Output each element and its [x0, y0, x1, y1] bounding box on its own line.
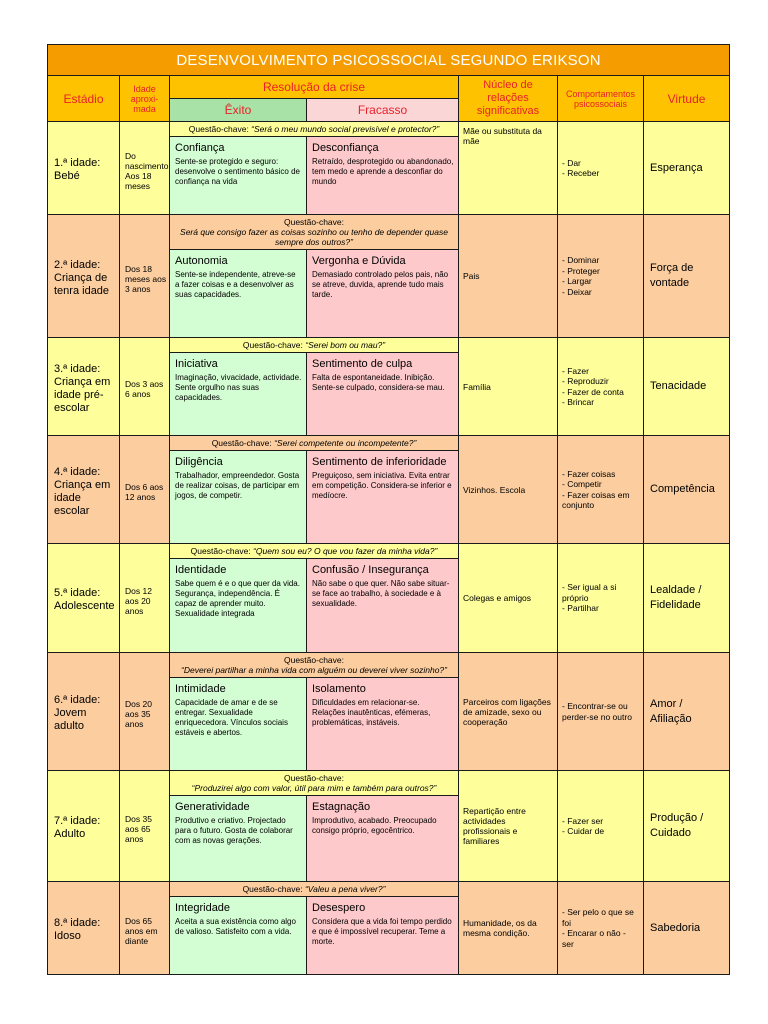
fracasso-cell: [307, 353, 459, 436]
fracasso-cell: [307, 897, 459, 975]
key-question: [170, 215, 459, 250]
exito-title: Integridade: [175, 902, 231, 914]
exito-cell: [170, 353, 307, 436]
exito-description: Sente-se independente, atreve-se a fazer coisas e a desenvolver as suas capacidades.: [175, 270, 296, 299]
comportamento-item: - Fazer: [562, 365, 589, 376]
nucleo-relacoes: Pais: [459, 215, 558, 338]
key-question-text: “Valeu a pena viver?”: [304, 884, 386, 894]
exito-cell: [170, 796, 307, 882]
virtude: Amor / Afiliação: [644, 653, 730, 771]
fracasso-cell: [307, 796, 459, 882]
exito-title: Confiança: [175, 142, 225, 154]
stage-name: 3.ª idade: Criança em idade pré-escolar: [48, 338, 120, 436]
key-question-text: Será que consigo fazer as coisas sozinho ou tenho de depender quase sempre dos outros?”: [180, 227, 448, 247]
header-estadio: Estádio: [48, 76, 120, 122]
exito-cell: [170, 897, 307, 975]
fracasso-title: Vergonha e Dúvida: [312, 255, 406, 267]
comportamentos-list: [558, 436, 644, 544]
fracasso-title: Sentimento de inferioridade: [312, 456, 447, 468]
key-question-label: Questão-chave:: [283, 773, 344, 783]
key-question-label: Questão-chave:: [283, 217, 344, 227]
key-question-text: “Deverei partilhar a minha vida com alguém ou deverei viver sozinho?”: [181, 665, 447, 675]
fracasso-cell: [307, 250, 459, 338]
fracasso-description: Dificuldades em relacionar-se. Relações inautênticas, efémeras, problemáticas, instáveis.: [312, 698, 431, 727]
nucleo-relacoes: Repartição entre actividades profissionais e familiares: [459, 771, 558, 882]
fracasso-description: Considera que a vida foi tempo perdido e que é impossível recuperar. Teme a morte.: [312, 917, 452, 946]
comportamento-item: - Deixar: [562, 286, 592, 297]
table-row: [48, 338, 730, 353]
nucleo-relacoes: Colegas e amigos: [459, 544, 558, 653]
virtude: Esperança: [644, 122, 730, 215]
table-row: [48, 215, 730, 250]
key-question: [170, 653, 459, 678]
exito-title: Intimidade: [175, 683, 226, 695]
key-question-text: “Serei bom ou mau?”: [305, 340, 386, 350]
exito-description: Sente-se protegido e seguro: desenvolve o sentimento básico de confiança na vida: [175, 157, 300, 186]
key-question-text: “Produzirei algo com valor, útil para mim e também para outros?”: [191, 783, 437, 793]
table-row: [48, 122, 730, 137]
virtude: Lealdade / Fidelidade: [644, 544, 730, 653]
table-title: DESENVOLVIMENTO PSICOSSOCIAL SEGUNDO ERIKSON: [48, 45, 730, 76]
exito-description: Capacidade de amar e de se entregar. Sexualidade enriquecedora. Vínculos sociais estáveis e abertos.: [175, 698, 288, 737]
exito-title: Iniciativa: [175, 358, 218, 370]
exito-cell: [170, 137, 307, 215]
stage-age: Dos 12 aos 20 anos: [120, 544, 170, 653]
table-row: [48, 436, 730, 451]
exito-title: Autonomia: [175, 255, 228, 267]
table-row: [48, 653, 730, 678]
comportamentos-list: [558, 771, 644, 882]
stage-name: 1.ª idade: Bebé: [48, 122, 120, 215]
comportamento-item: - Ser pelo o que se foi: [562, 907, 634, 928]
comportamentos-list: [558, 653, 644, 771]
comportamento-item: - Proteger: [562, 265, 600, 276]
header-idade: Idade aproxi-mada: [120, 76, 170, 122]
fracasso-title: Desespero: [312, 902, 366, 914]
stage-age: Dos 65 anos em diante: [120, 882, 170, 975]
key-question: [170, 882, 459, 897]
fracasso-cell: [307, 451, 459, 544]
header-exito: Êxito: [170, 99, 307, 122]
comportamento-item: - Competir: [562, 479, 602, 489]
table-row: [48, 771, 730, 796]
comportamentos-list: [558, 882, 644, 975]
comportamento-item: - Receber: [562, 168, 600, 178]
header-fracasso: Fracasso: [307, 99, 459, 122]
exito-description: Aceita a sua existência como algo de valioso. Satisfeito com a vida.: [175, 917, 296, 936]
exito-description: Produtivo e criativo. Projectado para o futuro. Gosta de colaborar com as novas gerações.: [175, 816, 293, 845]
fracasso-description: Demasiado controlado pelos pais, não se atreve, duvida, aprende tudo mais tarde.: [312, 270, 449, 299]
erikson-table: [47, 44, 730, 975]
stage-age: Dos 6 aos 12 anos: [120, 436, 170, 544]
virtude: Sabedoria: [644, 882, 730, 975]
key-question-text: “Quem sou eu? O que vou fazer da minha vida?”: [253, 546, 438, 556]
stage-name: 8.ª idade: Idoso: [48, 882, 120, 975]
comportamento-item: - Encontrar-se ou perder-se no outro: [562, 701, 632, 722]
comportamento-item: - Dominar: [562, 255, 600, 265]
stage-name: 7.ª idade: Adulto: [48, 771, 120, 882]
fracasso-description: Não sabe o que quer. Não sabe situar-se face ao trabalho, à sociedade e à sexualidade.: [312, 579, 450, 608]
comportamento-item: - Encarar o não - ser: [562, 928, 626, 949]
exito-cell: [170, 451, 307, 544]
key-question: [170, 122, 459, 137]
nucleo-relacoes: Família: [459, 338, 558, 436]
comportamento-item: - Ser igual a si próprio: [562, 582, 617, 603]
fracasso-description: Improdutivo, acabado. Preocupado consigo próprio, egocêntrico.: [312, 816, 437, 835]
exito-title: Generatividade: [175, 801, 250, 813]
stage-age: Dos 20 aos 35 anos: [120, 653, 170, 771]
exito-title: Diligência: [175, 456, 223, 468]
exito-description: Sabe quem é e o que quer da vida. Segurança, independência. É capaz de aprender muito. Sexualidade integrada: [175, 579, 300, 618]
fracasso-cell: [307, 137, 459, 215]
exito-description: Trabalhador, empreendedor. Gosta de realizar coisas, de participar em jogos, de competir.: [175, 471, 300, 500]
exito-description: Imaginação, vivacidade, actividade. Sente orgulho nas suas capacidades.: [175, 373, 302, 402]
comportamento-item: - Fazer de conta: [562, 386, 624, 397]
stage-age: Do nascimento Aos 18 meses: [120, 122, 170, 215]
key-question: [170, 771, 459, 796]
fracasso-title: Isolamento: [312, 683, 366, 695]
key-question-text: “Será o meu mundo social previsível e protector?”: [251, 124, 440, 134]
fracasso-description: Retraído, desprotegido ou abandonado, tem medo e aprende a desconfiar do mundo: [312, 157, 454, 186]
comportamento-item: - Dar: [562, 157, 581, 168]
comportamento-item: - Cuidar de: [562, 826, 605, 836]
key-question: [170, 544, 459, 559]
fracasso-title: Sentimento de culpa: [312, 358, 413, 370]
comportamentos-list: [558, 122, 644, 215]
header-comportamentos: Comportamentos psicossociais: [558, 76, 644, 122]
fracasso-cell: [307, 678, 459, 771]
key-question-label: Questão-chave:: [190, 546, 254, 556]
comportamento-item: - Reproduzir: [562, 376, 609, 386]
stage-name: 4.ª idade: Criança em idade escolar: [48, 436, 120, 544]
header-nucleo: Núcleo de relações significativas: [459, 76, 558, 122]
comportamentos-list: [558, 215, 644, 338]
comportamento-item: - Fazer ser: [562, 815, 604, 826]
key-question-label: Questão-chave:: [242, 340, 306, 350]
fracasso-title: Estagnação: [312, 801, 371, 813]
stage-name: 5.ª idade: Adolescente: [48, 544, 120, 653]
key-question-label: Questão-chave:: [211, 438, 275, 448]
nucleo-relacoes: Humanidade, os da mesma condição.: [459, 882, 558, 975]
header-virtude: Virtude: [644, 76, 730, 122]
stage-age: Dos 35 aos 65 anos: [120, 771, 170, 882]
fracasso-title: Confusão / Insegurança: [312, 564, 429, 576]
key-question-text: “Serei competente ou incompetente?”: [274, 438, 417, 448]
header-resolucao: Resolução da crise: [170, 76, 459, 99]
comportamento-item: - Fazer coisas em conjunto: [562, 489, 630, 510]
comportamento-item: - Brincar: [562, 397, 595, 407]
table-row: [48, 882, 730, 897]
exito-cell: [170, 559, 307, 653]
comportamento-item: - Largar: [562, 276, 592, 286]
virtude: Tenacidade: [644, 338, 730, 436]
key-question-label: Questão-chave:: [188, 124, 252, 134]
stage-name: 6.ª idade: Jovem adulto: [48, 653, 120, 771]
comportamento-item: - Fazer coisas: [562, 468, 616, 479]
key-question: [170, 436, 459, 451]
key-question-label: Questão-chave:: [283, 655, 344, 665]
comportamentos-list: [558, 338, 644, 436]
stage-name: 2.ª idade: Criança de tenra idade: [48, 215, 120, 338]
exito-cell: [170, 250, 307, 338]
fracasso-title: Desconfiança: [312, 142, 379, 154]
nucleo-relacoes: Mãe ou substituta da mãe: [459, 122, 558, 215]
virtude: Produção / Cuidado: [644, 771, 730, 882]
table-row: [48, 544, 730, 559]
fracasso-description: Falta de espontaneidade. Inibição. Sente-se culpado, considera-se mau.: [312, 373, 445, 392]
nucleo-relacoes: Parceiros com ligações de amizade, sexo ou cooperação: [459, 653, 558, 771]
fracasso-cell: [307, 559, 459, 653]
comportamentos-list: [558, 544, 644, 653]
fracasso-description: Preguiçoso, sem iniciativa. Evita entrar em competição. Considera-se inferior e medíocre.: [312, 471, 452, 500]
key-question: [170, 338, 459, 353]
exito-title: Identidade: [175, 564, 227, 576]
stage-age: Dos 18 meses aos 3 anos: [120, 215, 170, 338]
nucleo-relacoes: Vizinhos. Escola: [459, 436, 558, 544]
virtude: Força de vontade: [644, 215, 730, 338]
exito-cell: [170, 678, 307, 771]
virtude: Competência: [644, 436, 730, 544]
stage-age: Dos 3 aos 6 anos: [120, 338, 170, 436]
key-question-label: Questão-chave:: [242, 884, 305, 894]
comportamento-item: - Partilhar: [562, 603, 599, 614]
